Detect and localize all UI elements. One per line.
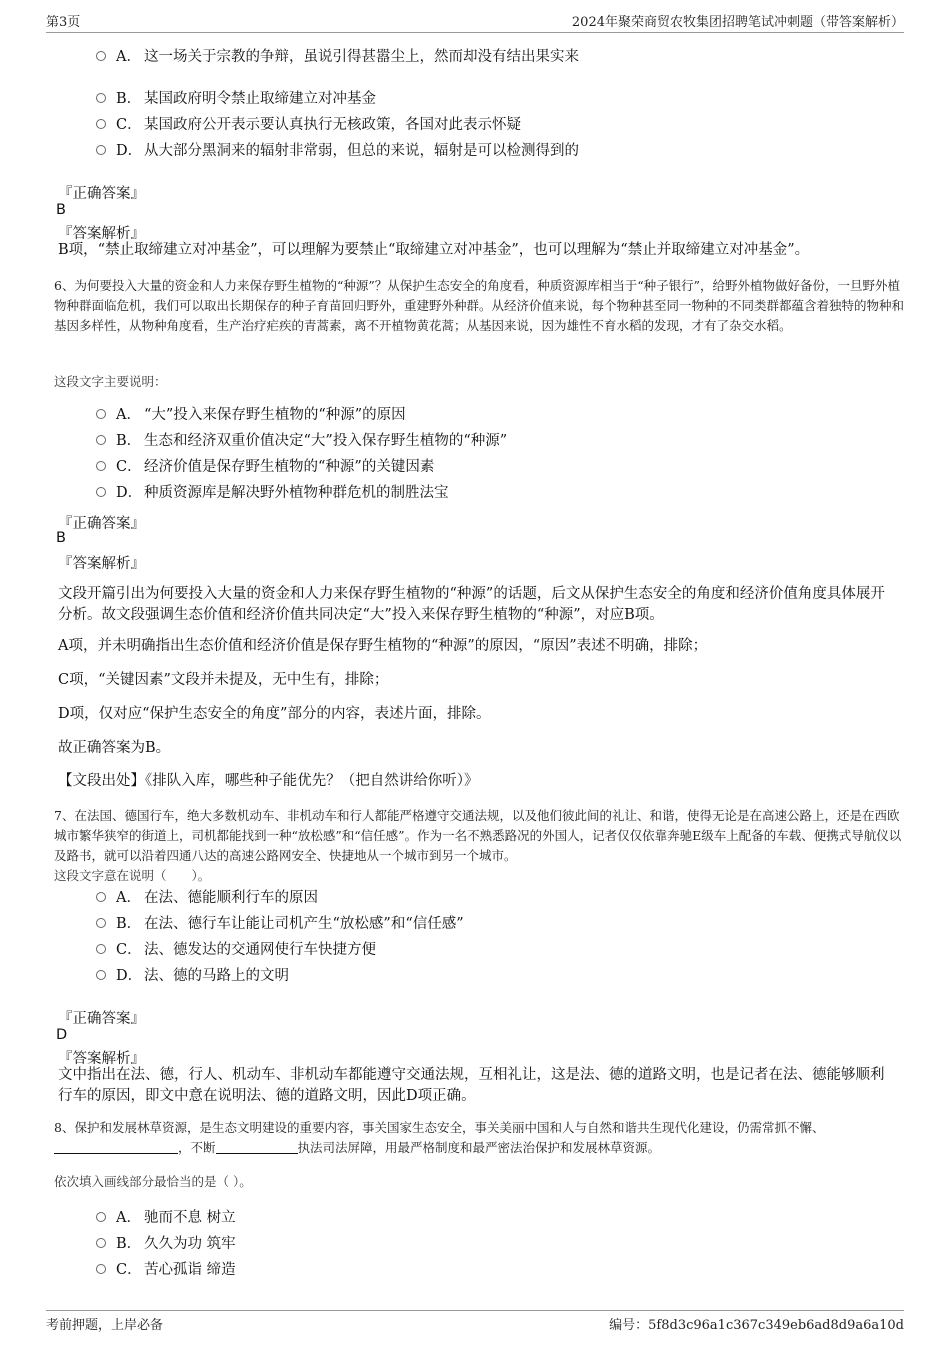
q6-answer-label: 『正确答案』 — [58, 516, 145, 532]
q5-option-a[interactable]: A． 这一场关于宗教的争辩，虽说引得甚嚣尘上，然而却没有结出果实来 — [96, 46, 579, 68]
q6-question-text: 6、为何要投入大量的资金和人力来保存野生植物的“种源”？从保护生态安全的角度看，种质资源库相当于“种子银行”，给野外植物做好备份，一旦野外植物种群面临危机，我们可以取出长期保存的种子育苗回归野外，重建野外种群。从经济价值来说，每个物种甚至同一物种的不同类群都蕴含着独特的物种和基因多样性，从物种角度看，生产治疗疟疾的青蒿素，离不开植物黄花蒿；从基因来说，因为雄性不育水稻的发现，才有了杂交水稻。 — [54, 278, 905, 333]
radio-icon[interactable] — [96, 1212, 106, 1222]
radio-icon[interactable] — [96, 970, 106, 980]
q7-answer: D — [56, 1027, 68, 1043]
q6-option-b[interactable]: B． 生态和经济双重价值决定“大”投入保存野生植物的“种源” — [96, 430, 507, 452]
q6-analysis-para-3: C项，“关键因素”文段并未提及，无中生有，排除； — [58, 672, 389, 688]
radio-icon[interactable] — [96, 435, 106, 445]
q5-analysis: B项，“禁止取缔建立对冲基金”，可以理解为要禁止“取缔建立对冲基金”，也可以理解为“禁止并取缔建立对冲基金”。 — [58, 242, 810, 258]
q6-option-a[interactable]: A． “大”投入来保存野生植物的“种源”的原因 — [96, 404, 406, 426]
blank-2[interactable] — [216, 1139, 298, 1154]
blank-1[interactable] — [54, 1139, 178, 1154]
radio-icon[interactable] — [96, 51, 106, 61]
q7-answer-label: 『正确答案』 — [58, 1011, 145, 1027]
radio-icon[interactable] — [96, 892, 106, 902]
q7-analysis: 文中指出在法、德，行人、机动车、非机动车都能遵守交通法规，互相礼让，这是法、德的道路文明，也是记者在法、德能够顺利行车的原因，即文中意在说明法、德的道路文明，因此D项正确。 — [58, 1067, 885, 1104]
radio-icon[interactable] — [96, 487, 106, 497]
q7-prompt: 这段文字意在说明（ ）。 — [54, 868, 211, 883]
q7-option-b[interactable]: B． 在法、德行车让能让司机产生“放松感”和“信任感” — [96, 913, 464, 935]
page-header — [46, 11, 904, 31]
q5-option-b[interactable]: B． 某国政府明令禁止取缔建立对冲基金 — [96, 88, 376, 110]
q5-option-d[interactable]: D． 从大部分黑洞来的辐射非常弱，但总的来说，辐射是可以检测得到的 — [96, 140, 579, 162]
q5-analysis-label: 『答案解析』 — [58, 226, 145, 242]
header-divider — [46, 32, 904, 33]
q7-option-c[interactable]: C． 法、德发达的交通网使行车快捷方便 — [96, 939, 376, 961]
q6-option-d[interactable]: D． 种质资源库是解决野外植物种群危机的制胜法宝 — [96, 482, 449, 504]
radio-icon[interactable] — [96, 461, 106, 471]
q6-analysis-para-2: A项，并未明确指出生态价值和经济价值是保存野生植物的“种源”的原因，“原因”表述不明确，排除； — [58, 638, 708, 654]
q6-option-c[interactable]: C． 经济价值是保存野生植物的“种源”的关键因素 — [96, 456, 434, 478]
q8-prompt: 依次填入画线部分最恰当的是（ ）。 — [54, 1174, 252, 1189]
q8-option-a[interactable]: A． 驰而不息 树立 — [96, 1207, 236, 1229]
q6-analysis-para-1: 文段开篇引出为何要投入大量的资金和人力来保存野生植物的“种源”的话题，后文从保护生态安全的角度和经济价值角度具体展开分析。故文段强调生态价值和经济价值共同决定“大”投入来保存野生植物的“种源”，对应B项。 — [58, 586, 885, 623]
q6-analysis-label: 『答案解析』 — [58, 556, 145, 572]
q8-option-b[interactable]: B． 久久为功 筑牢 — [96, 1233, 236, 1255]
q7-option-a[interactable]: A． 在法、德能顺利行车的原因 — [96, 887, 318, 909]
q5-answer-label: 『正确答案』 — [58, 186, 145, 202]
document-id: 编号：5f8d3c96a1c367c349eb6ad8d9a6a10d — [609, 1318, 904, 1333]
q8-question-text: 8、保护和发展林草资源，是生态文明建设的重要内容，事关国家生态安全，事关美丽中国和人与自然和谐共生现代化建设，仍需常抓不懈、，不断 执法司法屏障，用最严格制度和最严密法治保护和发展林草资源。 — [54, 1120, 825, 1155]
q6-source: 【文段出处】《排队入库，哪些种子能优先？（把自然讲给你听）》 — [58, 773, 479, 789]
radio-icon[interactable] — [96, 93, 106, 103]
footer-divider — [46, 1310, 904, 1311]
q7-option-d[interactable]: D． 法、德的马路上的文明 — [96, 965, 289, 987]
radio-icon[interactable] — [96, 918, 106, 928]
radio-icon[interactable] — [96, 119, 106, 129]
document-title: 2024年聚荣商贸农牧集团招聘笔试冲刺题（带答案解析） — [571, 15, 904, 30]
q6-answer: B — [56, 530, 66, 546]
q6-prompt: 这段文字主要说明： — [54, 374, 167, 389]
radio-icon[interactable] — [96, 1238, 106, 1248]
radio-icon[interactable] — [96, 409, 106, 419]
q6-analysis-para-5: 故正确答案为B。 — [58, 740, 171, 756]
footer-slogan: 考前押题，上岸必备 — [46, 1318, 164, 1333]
radio-icon[interactable] — [96, 1264, 106, 1274]
q8-option-c[interactable]: C． 苦心孤诣 缔造 — [96, 1259, 236, 1281]
q7-question-text: 7、在法国、德国行车，绝大多数机动车、非机动车和行人都能严格遵守交通法规，以及他们彼此间的礼让、和谐，使得无论是在高速公路上，还是在西欧城市繁华狭窄的街道上，司机都能找到一种“放松感”和“信任感”。作为一名不熟悉路况的外国人，记者仅仅依靠奔驰E级车上配备的车载、便携式导航仪以及路书，就可以沿着四通八达的高速公路网安全、快捷地从一个城市到另一个城市。 — [54, 808, 902, 863]
q5-option-c[interactable]: C． 某国政府公开表示要认真执行无核政策，各国对此表示怀疑 — [96, 114, 521, 136]
q5-answer: B — [56, 202, 66, 218]
radio-icon[interactable] — [96, 944, 106, 954]
q6-analysis-para-4: D项，仅对应“保护生态安全的角度”部分的内容，表述片面，排除。 — [58, 706, 491, 722]
page-number: 第3页 — [46, 15, 81, 30]
q7-analysis-label: 『答案解析』 — [58, 1051, 145, 1067]
radio-icon[interactable] — [96, 145, 106, 155]
